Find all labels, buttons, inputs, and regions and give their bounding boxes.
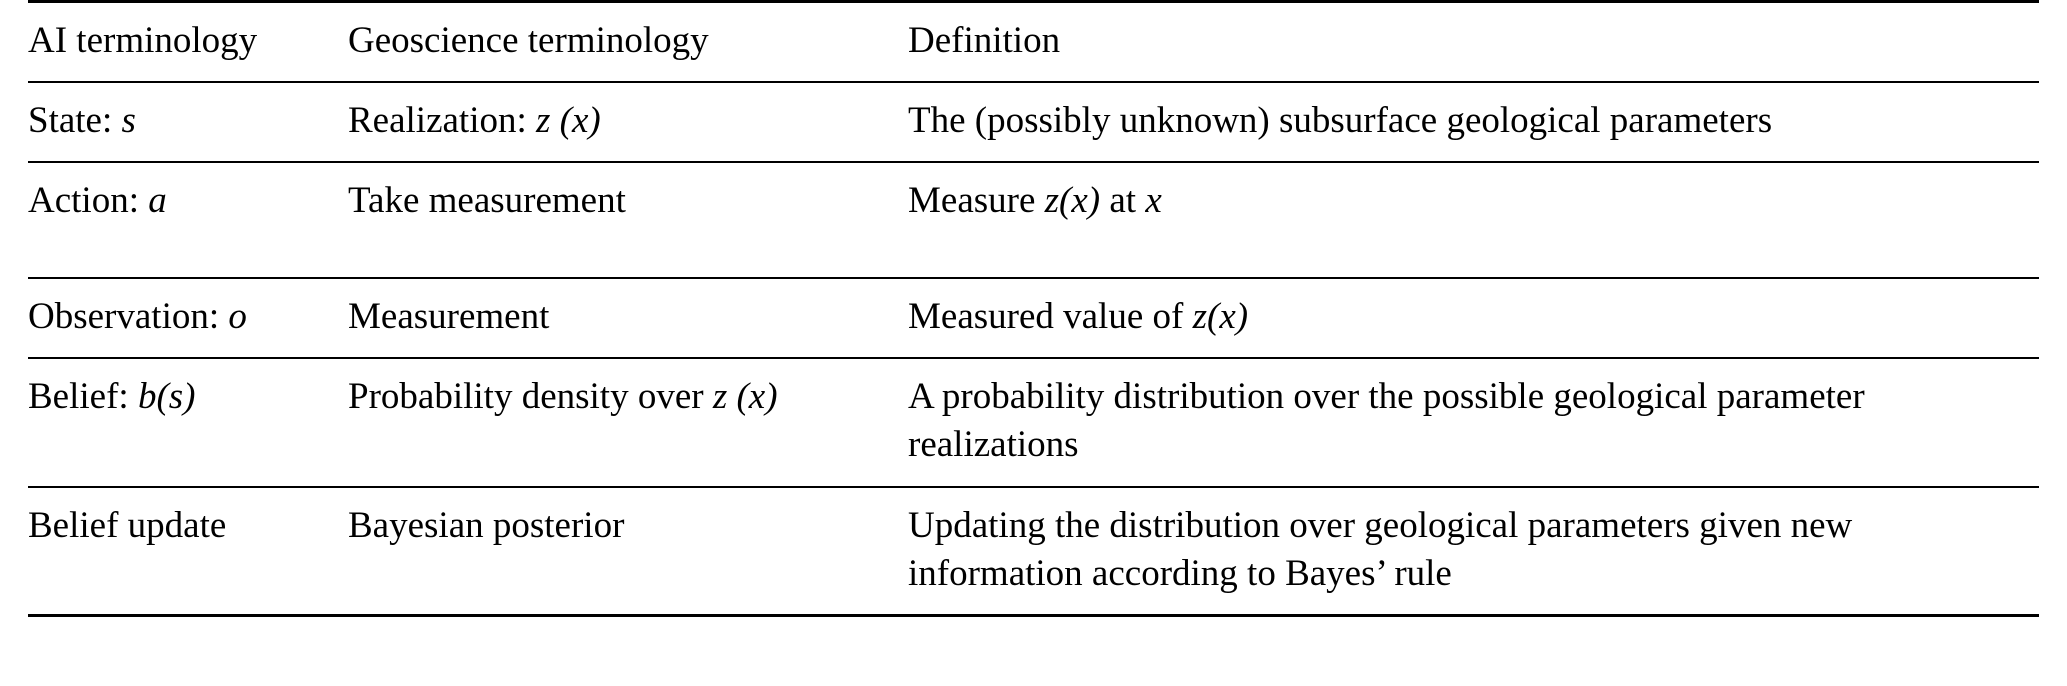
definition-symbol: z(x) bbox=[1192, 296, 1249, 338]
definition-symbol: x bbox=[1145, 180, 1162, 222]
cell-definition bbox=[908, 162, 2039, 241]
cell-ai-term bbox=[28, 278, 348, 358]
geo-term-label: Take measurement bbox=[348, 180, 626, 222]
table-row bbox=[28, 82, 2039, 162]
spacer-cell bbox=[348, 241, 908, 278]
cell-ai-term bbox=[28, 82, 348, 162]
cell-definition bbox=[908, 82, 2039, 162]
table-header bbox=[28, 2, 2039, 83]
definition-text: A probability distribution over the possible geological parameter realizations bbox=[908, 376, 1865, 466]
cell-ai-term bbox=[28, 487, 348, 616]
definition-text: The (possibly unknown) subsurface geological parameters bbox=[908, 100, 1773, 142]
table-row bbox=[28, 487, 2039, 616]
cell-geo-term bbox=[348, 82, 908, 162]
table-body bbox=[28, 82, 2039, 615]
ai-term-label: Action: bbox=[28, 180, 139, 222]
definition-text bbox=[908, 177, 2031, 225]
ai-term-label: State: bbox=[28, 100, 113, 142]
cell-definition bbox=[908, 487, 2039, 616]
cell-ai-term bbox=[28, 358, 348, 486]
table-row-spacer bbox=[28, 241, 2039, 278]
geo-term-label: Measurement bbox=[348, 296, 550, 338]
ai-term-symbol: a bbox=[148, 180, 167, 222]
cell-ai-term bbox=[28, 162, 348, 241]
table-row bbox=[28, 162, 2039, 241]
spacer-cell bbox=[28, 241, 348, 278]
cell-geo-term bbox=[348, 162, 908, 241]
ai-term-label: Belief: bbox=[28, 376, 129, 418]
column-header-geoscience-terminology: Geoscience terminology bbox=[348, 2, 908, 83]
table-header-row bbox=[28, 2, 2039, 83]
cell-geo-term bbox=[348, 278, 908, 358]
cell-geo-term bbox=[348, 487, 908, 616]
geo-term-symbol: z (x) bbox=[536, 100, 601, 142]
definition-part: Measured value of bbox=[908, 296, 1193, 338]
ai-term-label: Belief update bbox=[28, 504, 227, 546]
definition-part: Measure bbox=[908, 180, 1045, 222]
geo-term-symbol: z (x) bbox=[712, 376, 778, 418]
geo-term-label: Bayesian posterior bbox=[348, 504, 625, 546]
geo-term-label: Realization: bbox=[348, 100, 527, 142]
geo-term-label: Probability density over bbox=[348, 376, 704, 418]
cell-definition bbox=[908, 358, 2039, 486]
terminology-table bbox=[28, 0, 2039, 617]
column-header-ai-terminology: AI terminology bbox=[28, 2, 348, 83]
definition-text bbox=[908, 293, 2031, 341]
cell-definition bbox=[908, 278, 2039, 358]
definition-symbol: z(x) bbox=[1044, 180, 1101, 222]
cell-geo-term bbox=[348, 358, 908, 486]
table-row bbox=[28, 278, 2039, 358]
ai-term-symbol: o bbox=[228, 296, 247, 338]
definition-text: Updating the distribution over geological parameters given new information according to Bayes’ rule bbox=[908, 504, 1853, 594]
ai-term-symbol: s bbox=[121, 100, 136, 142]
definition-part: at bbox=[1100, 180, 1146, 222]
ai-term-label: Observation: bbox=[28, 296, 220, 338]
column-header-definition: Definition bbox=[908, 2, 2039, 83]
table-row bbox=[28, 358, 2039, 486]
spacer-cell bbox=[908, 241, 2039, 278]
ai-term-symbol: b(s) bbox=[137, 376, 196, 418]
